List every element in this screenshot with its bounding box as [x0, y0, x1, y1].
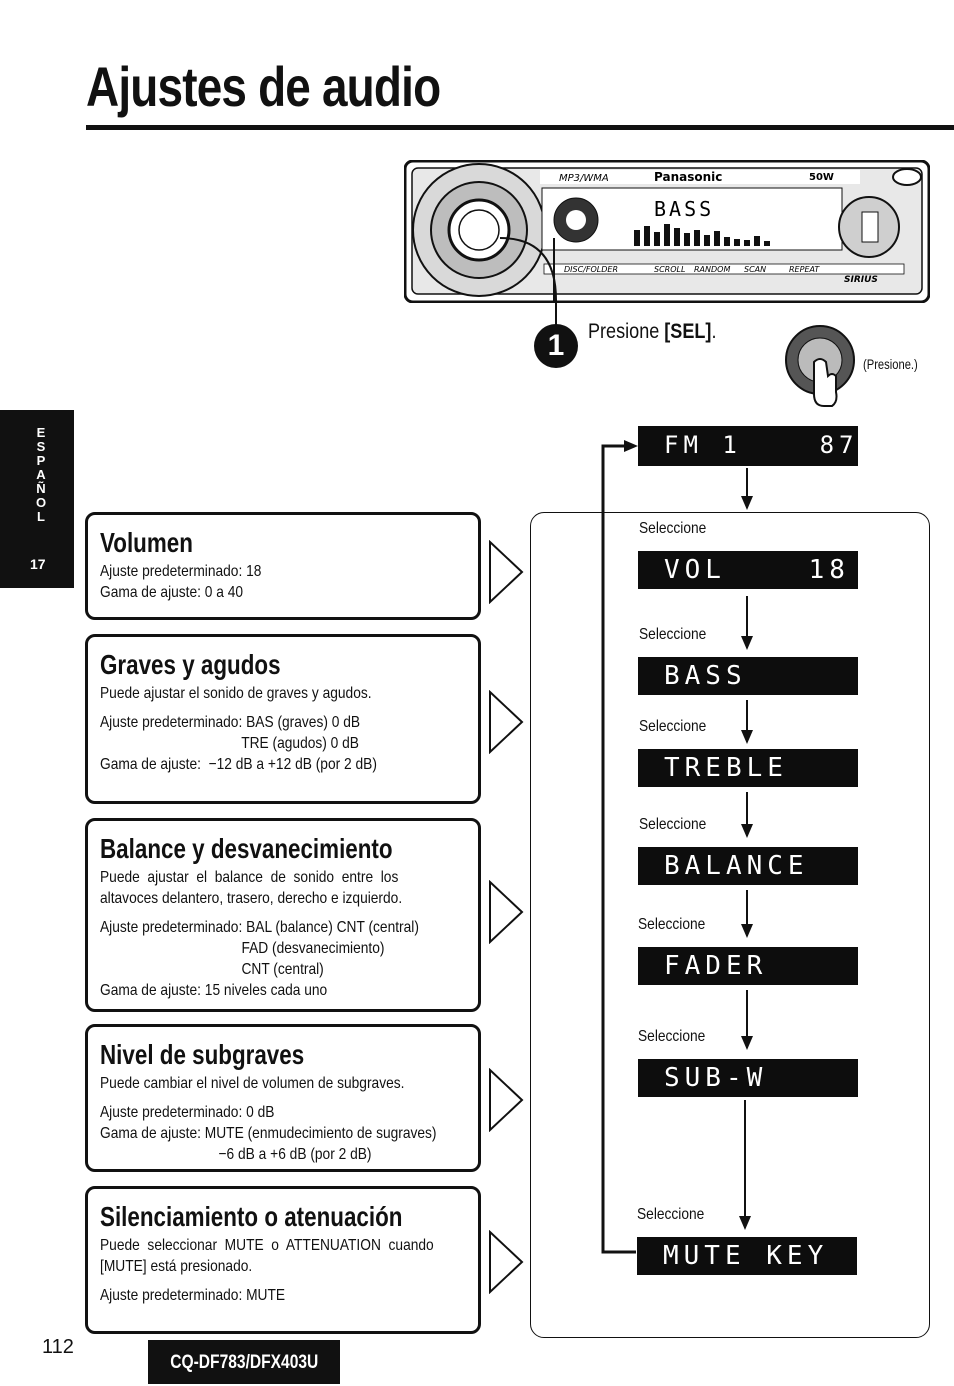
select-label: Seleccione: [638, 916, 706, 933]
select-label: Seleccione: [637, 1206, 705, 1223]
flow-arrow: [746, 890, 748, 936]
mute-attenuation-section: [85, 1186, 481, 1334]
section-line: CNT (central): [100, 961, 324, 978]
section-line: Ajuste predeterminado: 18: [100, 563, 262, 580]
lcd-bass-display: BASS: [638, 657, 858, 695]
instruction-suffix: .: [711, 320, 717, 343]
section-line: Ajuste predeterminado: MUTE: [100, 1287, 286, 1304]
section-heading: Graves y agudos: [100, 649, 281, 680]
svg-text:DISC/FOLDER: DISC/FOLDER: [564, 265, 619, 274]
pointer-triangle-icon: [488, 690, 524, 754]
select-label: Seleccione: [639, 520, 707, 537]
section-line: Ajuste predeterminado: 0 dB: [100, 1104, 275, 1121]
section-intro: Puede seleccionar MUTE o ATTENUATION cuando [MUTE] está presionado.: [100, 1237, 434, 1275]
balance-fader-section: [85, 818, 481, 1012]
pointer-triangle-icon: [488, 1068, 524, 1132]
section-intro: Puede cambiar el nivel de volumen de subgraves.: [100, 1075, 405, 1092]
press-sel-instruction: [588, 320, 716, 344]
select-label: Seleccione: [638, 1028, 706, 1045]
title-rule: [86, 125, 954, 130]
language-letter: Ñ: [36, 481, 46, 496]
select-label: Seleccione: [639, 816, 707, 833]
model-badge: [148, 1340, 340, 1384]
section-intro: Puede ajustar el sonido de graves y agudos.: [100, 685, 372, 702]
flow-arrow: [746, 700, 748, 742]
section-line: FAD (desvanecimiento): [100, 940, 385, 957]
svg-text:SIRIUS: SIRIUS: [844, 275, 878, 285]
section-page-number: 17: [30, 556, 46, 572]
language-letter: O: [35, 495, 47, 510]
language-letter: S: [36, 439, 46, 454]
lcd-balance-display: BALANCE: [638, 847, 858, 885]
press-note: (Presione.): [863, 356, 918, 372]
select-label: Seleccione: [639, 626, 707, 643]
lcd-treble-display: TREBLE: [638, 749, 858, 787]
lcd-volume-display: VOL 18: [638, 551, 858, 589]
model-name: CQ-DF783/DFX403U: [169, 1352, 319, 1373]
flow-arrow: [746, 792, 748, 836]
bass-treble-section: [85, 634, 481, 804]
svg-text:BASS: BASS: [654, 197, 715, 221]
svg-text:RANDOM: RANDOM: [694, 265, 731, 274]
section-intro: Puede ajustar el balance de sonido entre los altavoces delantero, trasero, derecho e izquierdo.: [100, 869, 403, 907]
section-heading: Volumen: [100, 527, 193, 558]
language-letter: L: [37, 509, 45, 524]
flow-arrow: [746, 990, 748, 1048]
selection-flow-frame: [530, 512, 930, 1338]
subwoofer-section: [85, 1024, 481, 1172]
lcd-fader-display: FADER: [638, 947, 858, 985]
lcd-subwoofer-display: SUB-W: [638, 1059, 858, 1097]
section-line: −6 dB a +6 dB (por 2 dB): [100, 1146, 372, 1163]
section-line: TRE (agudos) 0 dB: [100, 735, 359, 752]
pointer-triangle-icon: [488, 1230, 524, 1294]
page-number: 112: [42, 1336, 74, 1358]
select-label: Seleccione: [639, 718, 707, 735]
language-letter: A: [36, 467, 46, 482]
section-line: Gama de ajuste: 0 a 40: [100, 584, 244, 601]
section-heading: Balance y desvanecimiento: [100, 833, 393, 864]
section-line: Gama de ajuste: MUTE (enmudecimiento de sugraves): [100, 1125, 437, 1142]
pointer-triangle-icon: [488, 880, 524, 944]
lcd-mute-key-display: MUTE KEY: [637, 1237, 857, 1275]
step-number-badge: 1: [534, 324, 578, 368]
section-heading: Silenciamiento o atenuación: [100, 1201, 403, 1232]
flow-arrow: [746, 468, 748, 508]
section-line: Ajuste predeterminado: BAL (balance) CNT (central): [100, 919, 419, 936]
svg-text:50W: 50W: [809, 172, 834, 183]
language-tab: [0, 410, 74, 588]
svg-text:Panasonic: Panasonic: [654, 170, 723, 184]
svg-text:REPEAT: REPEAT: [789, 265, 820, 274]
lcd-fm-display: FM 1 87.9: [638, 426, 858, 466]
section-heading: Nivel de subgraves: [100, 1039, 305, 1070]
flow-arrow: [746, 596, 748, 648]
sel-key-label: [SEL]: [664, 320, 712, 343]
section-line: Gama de ajuste: −12 dB a +12 dB (por 2 dB): [100, 756, 377, 773]
instruction-prefix: Presione: [588, 320, 665, 343]
language-letter: P: [36, 453, 46, 468]
section-line: Gama de ajuste: 15 niveles cada uno: [100, 982, 328, 999]
section-line: Ajuste predeterminado: BAS (graves) 0 dB: [100, 714, 361, 731]
volume-section: [85, 512, 481, 620]
svg-text:SCROLL: SCROLL: [654, 265, 686, 274]
press-knob-hand-icon: [780, 322, 862, 418]
svg-text:SCAN: SCAN: [744, 265, 767, 274]
head-unit-illustration: [404, 160, 930, 303]
pointer-triangle-icon: [488, 540, 524, 604]
language-letter: E: [36, 425, 46, 440]
svg-text:MP3/WMA: MP3/WMA: [559, 173, 609, 184]
flow-arrow: [744, 1100, 746, 1228]
page-title: Ajustes de audio: [86, 55, 441, 118]
